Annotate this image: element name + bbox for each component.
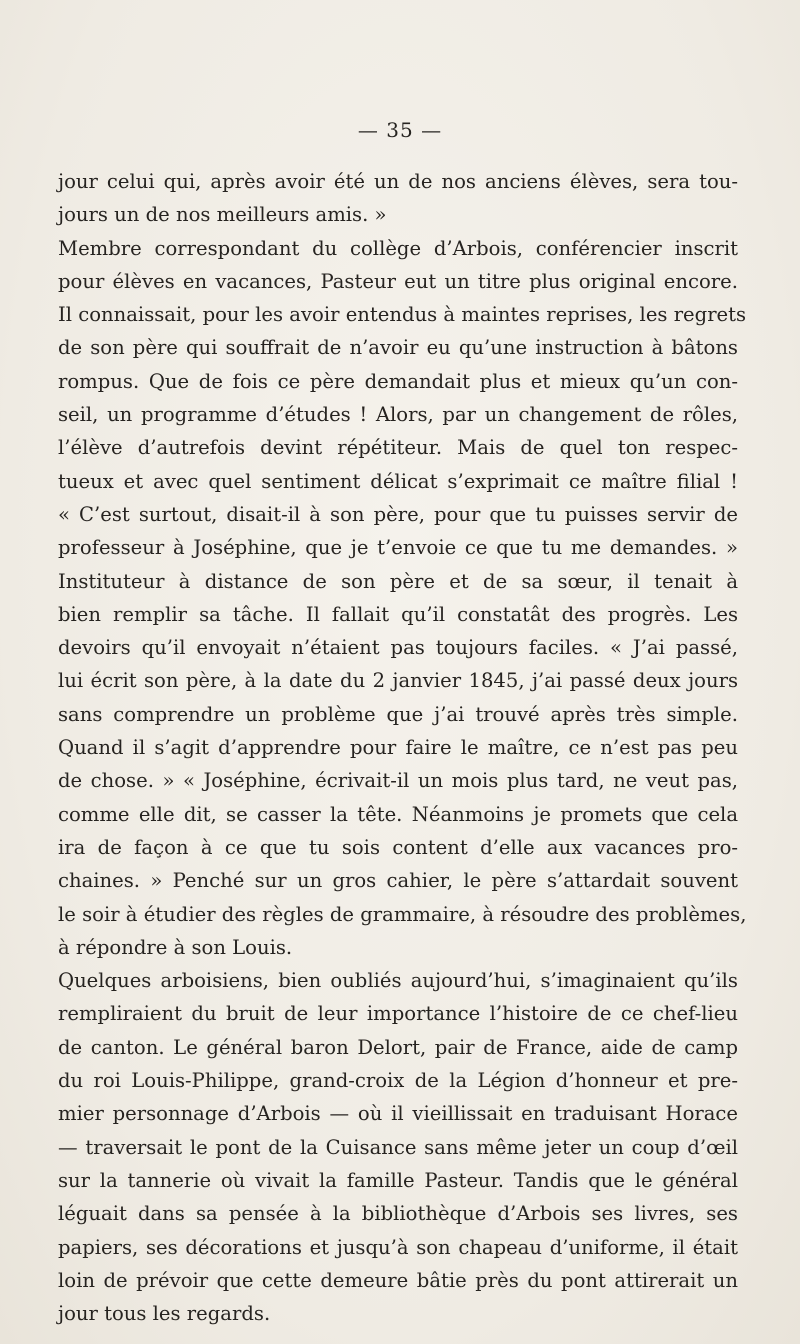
- page-number: — 35 —: [357, 118, 443, 142]
- text-line: comme elle dit, se casser la tête. Néanmoins je promets que cela: [58, 802, 738, 826]
- text-line: de chose. » « Joséphine, écrivait-il un mois plus tard, ne veut pas,: [58, 769, 738, 793]
- text-line: loin de prévoir que cette demeure bâtie près du pont attirerait un: [58, 1268, 738, 1292]
- text-line: sur la tannerie où vivait la famille Pasteur. Tandis que le général: [58, 1168, 738, 1192]
- text-line: mier personnage d’Arbois — où il vieillissait en traduisant Horace: [58, 1102, 738, 1126]
- text-line: tueux et avec quel sentiment délicat s’exprimait ce maître filial !: [58, 469, 738, 493]
- text-line: de canton. Le général baron Delort, pair de France, aide de camp: [58, 1035, 738, 1059]
- text-line: sans comprendre un problème que j’ai trouvé après très simple.: [58, 702, 738, 726]
- text-line: chaines. » Penché sur un gros cahier, le père s’attardait souvent: [58, 869, 738, 893]
- text-line: jour tous les regards.: [58, 1302, 271, 1326]
- text-line: Il connaissait, pour les avoir entendus à maintes reprises, les regrets: [58, 303, 747, 327]
- text-line: le soir à étudier des règles de grammaire, à résoudre des problèmes,: [58, 902, 747, 926]
- text-line: de son père qui souffrait de n’avoir eu qu’une instruction à bâtons: [58, 336, 738, 360]
- text-line: bien remplir sa tâche. Il fallait qu’il constatât des progrès. Les: [58, 602, 738, 626]
- text-line: rompus. Que de fois ce père demandait plus et mieux qu’un con-: [58, 369, 738, 393]
- text-line: du roi Louis-Philippe, grand-croix de la Légion d’honneur et pre-: [58, 1069, 738, 1093]
- text-line: devoirs qu’il envoyait n’étaient pas toujours faciles. « J’ai passé,: [58, 636, 738, 660]
- text-line: à répondre à son Louis.: [58, 935, 293, 959]
- text-line: l’élève d’autrefois devint répétiteur. Mais de quel ton respec-: [58, 436, 738, 460]
- text-line: Quelques arboisiens, bien oubliés aujourd’hui, s’imaginaient qu’ils: [58, 969, 738, 993]
- text-line: jours un de nos meilleurs amis. »: [58, 203, 387, 227]
- text-line: Membre correspondant du collège d’Arbois, conférencier inscrit: [58, 236, 738, 260]
- body-text: [58, 165, 747, 1330]
- text-line: papiers, ses décorations et jusqu’à son chapeau d’uniforme, il était: [58, 1235, 738, 1259]
- text-line: rempliraient du bruit de leur importance l’histoire de ce chef-lieu: [58, 1002, 738, 1026]
- text-line: seil, un programme d’études ! Alors, par un changement de rôles,: [58, 403, 738, 427]
- text-line: ira de façon à ce que tu sois content d’elle aux vacances pro-: [58, 835, 738, 859]
- text-line: professeur à Joséphine, que je t’envoie ce que tu me demandes. »: [58, 536, 738, 560]
- text-line: léguait dans sa pensée à la bibliothèque d’Arbois ses livres, ses: [58, 1202, 738, 1226]
- text-line: lui écrit son père, à la date du 2 janvier 1845, j’ai passé deux jours: [58, 669, 738, 693]
- text-line: pour élèves en vacances, Pasteur eut un titre plus original encore.: [58, 269, 738, 293]
- text-line: jour celui qui, après avoir été un de nos anciens élèves, sera tou-: [58, 170, 738, 193]
- text-line: « C’est surtout, disait-il à son père, pour que tu puisses servir de: [58, 502, 738, 526]
- text-line: Instituteur à distance de son père et de sa sœur, il tenait à: [58, 569, 738, 593]
- text-line: Quand il s’agit d’apprendre pour faire le maître, ce n’est pas peu: [58, 736, 738, 760]
- text-line: — traversait le pont de la Cuisance sans même jeter un coup d’œil: [58, 1135, 738, 1159]
